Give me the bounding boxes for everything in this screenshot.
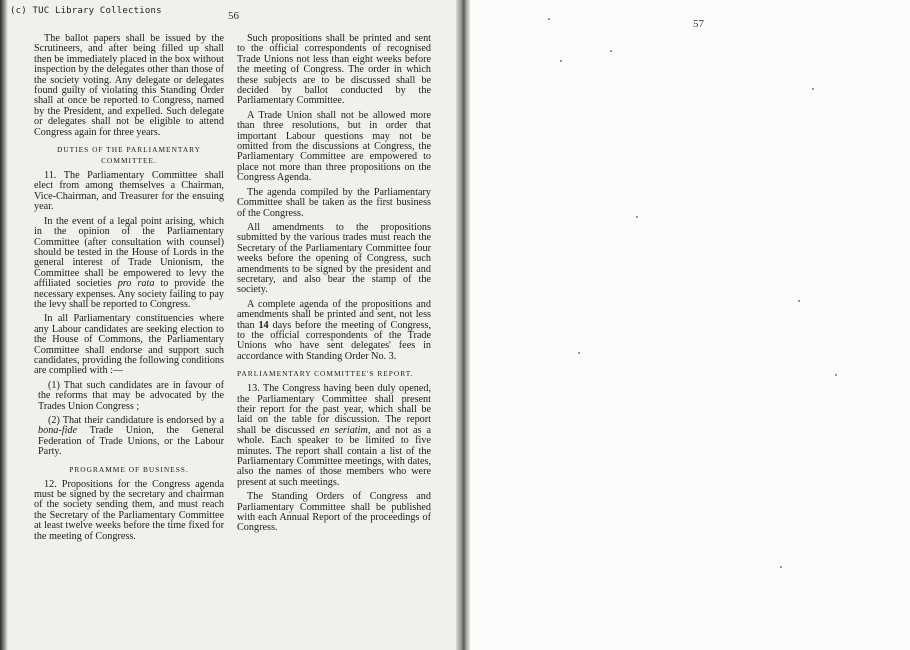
page-number-left: 56 (228, 10, 239, 22)
condition-item-1: (1) That such candidates are in favour of the reforms that may be advocated by the Trades Union Congress ; (38, 379, 224, 412)
paper-speck (835, 374, 837, 376)
complete-agenda-text-b: days before the meeting of Congress, to the official correspondents of the Trade Unions who have sent delegates' fees in accordance with Standing Order No. 3. (237, 319, 431, 362)
paragraph-three-resolutions: A Trade Union shall not be allowed more than three resolutions, but in order that important Labour questions may not be omitted from the discussions at Congress, the Parliamentary Committee are empowered to place not more than three propositions on the Congress Agenda. (237, 109, 431, 184)
paragraph-13-emphasis: en seriatim (319, 424, 368, 436)
paragraph-propositions-printed: Such propositions shall be printed and sent to the official correspondents of recognised Trade Unions not less than eight weeks before the meeting of Congress. The order in which these subjects are to be discussed shall be decided by ballot conducted by the Parliamentary Committee. (237, 33, 431, 107)
paragraph-constituencies: In all Parliamentary constituencies where any Labour candidates are seeking election to the House of Commons, the Parliamentary Committee shall endorse and support such candidates, providing the following conditions are complied with :— (34, 313, 224, 377)
paragraph-agenda: The agenda compiled by the Parliamentary Committee shall be taken as the first business of the Congress. (237, 186, 431, 219)
paragraph-12: 12. Propositions for the Congress agenda must be signed by the secretary and chairman of the society sending them, and must reach the Secretary of the Parliamentary Committee at least twelve weeks before the time fixed for the meeting of Congress. (34, 478, 224, 542)
text-column-left (34, 34, 224, 546)
item-2-text-b: Trade Union, the General Federation of Trade Unions, or the Labour Party. (38, 425, 224, 458)
heading-programme: PROGRAMME OF BUSINESS. (69, 464, 189, 474)
legal-point-text-a: In the event of a legal point arising, which in the opinion of the Parliamentary Committee (after consultation with counsel) should be tested in the House of Lords in the general interest of Trade Unionism, the Committee shall be empowered to levy the affiliated societies (34, 215, 224, 290)
text-column-right (237, 34, 431, 538)
paper-speck (610, 50, 612, 52)
paper-speck (780, 566, 782, 568)
paragraph-amendments: All amendments to the propositions submitted by the various trades must reach the Secretary of the Parliamentary Committee four weeks before the opening of Congress, such amendments to be signed by the president and secretary, and also bear the stamp of the society. (237, 221, 431, 296)
heading-duties (34, 144, 224, 166)
paper-speck (798, 300, 800, 302)
complete-agenda-text-a: A complete agenda of the propositions and amendments shall be printed and sent, not less than (237, 298, 431, 331)
paper-speck (812, 88, 814, 90)
paragraph-complete-agenda (237, 300, 431, 362)
legal-point-emphasis: pro rata (117, 278, 155, 290)
paragraph-ballot-papers: The ballot papers shall be issued by the Scrutineers, and after being filled up shall then be immediately placed in the box without inspection by the delegates other than those of the society voting. Any delegate or delegates found guilty of violating this Standing Order shall at once be reported to Congress, named by the President, and expelled. Such delegate or delegates shall not be eligible to attend Congress again for three years. (34, 33, 224, 138)
complete-agenda-bold: 14 (258, 319, 269, 331)
page-edge-shadow (0, 0, 8, 650)
paragraph-13-text-b: , and not as a whole. Each speaker to be limited to five minutes. The report shall contain a list of the Parliamentary Committee meetings, with dates, also the names of those members who were present at such meetings. (237, 424, 431, 488)
item-2-text-a: (2) That their candidature is endorsed by a (48, 415, 224, 426)
heading-duties-line1: DUTIES OF THE PARLIAMENTARY (56, 145, 202, 155)
item-2-emphasis: bona-fide (38, 425, 78, 437)
book-gutter (456, 0, 470, 650)
paragraph-13-text-a: 13. The Congress having been duly opened, the Parliamentary Committee shall present their report for the past year, which shall be laid on the table for discussion. The report shall be discussed (237, 383, 431, 436)
paragraph-11: 11. The Parliamentary Committee shall elect from among themselves a Chairman, Vice-Chairman, and Treasurer for the ensuing year. (34, 170, 224, 213)
paper-speck (548, 18, 550, 20)
paragraph-13 (237, 384, 431, 488)
paper-speck (560, 60, 562, 62)
condition-item-2 (34, 416, 224, 458)
heading-duties-line2: COMMITTEE. (101, 156, 157, 166)
copyright-watermark: (c) TUC Library Collections (10, 6, 162, 16)
paragraph-standing-orders: The Standing Orders of Congress and Parliamentary Committee shall be published with each Annual Report of the proceedings of Congress. (237, 491, 431, 534)
heading-report: PARLIAMENTARY COMMITTEE'S REPORT. (237, 369, 414, 379)
legal-point-text-b: to provide the necessary expenses. Any society failing to pay the levy shall be reported to Congress. (34, 278, 224, 310)
paper-speck (578, 352, 580, 354)
right-page (470, 0, 910, 650)
page-number-right: 57 (693, 18, 704, 30)
paper-speck (636, 216, 638, 218)
paragraph-legal-point (34, 217, 224, 311)
